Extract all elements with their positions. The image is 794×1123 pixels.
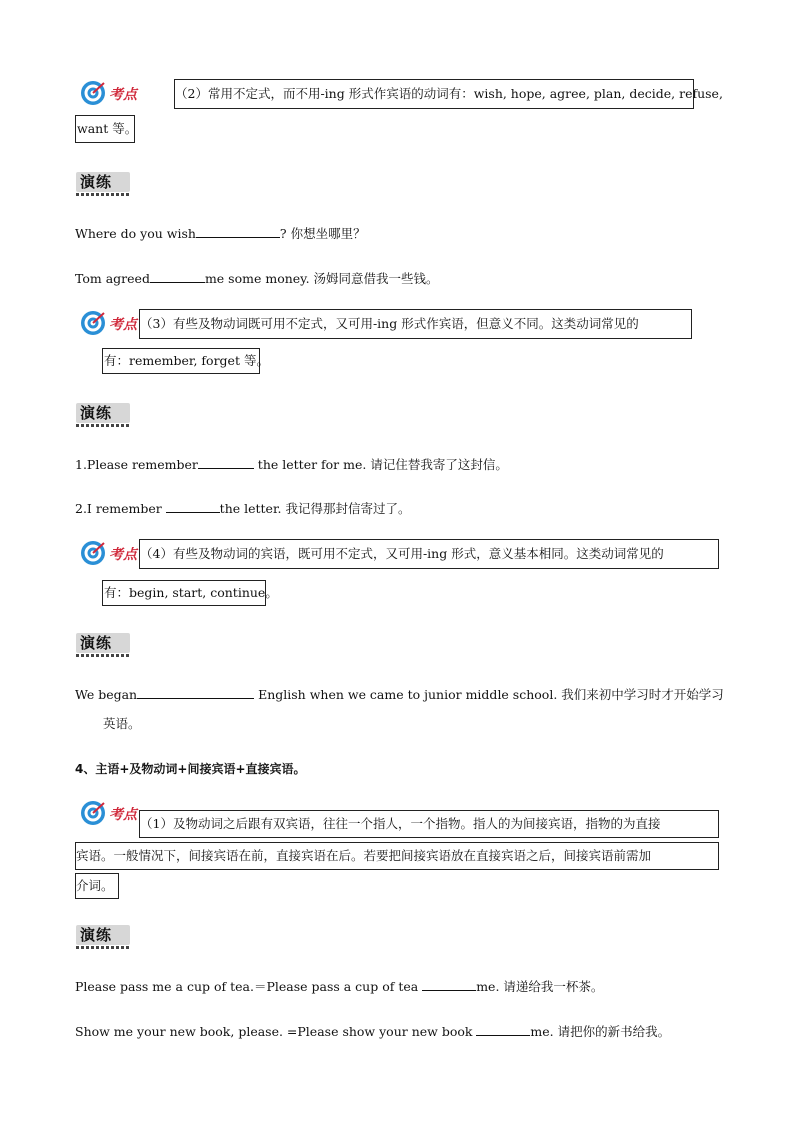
s2-example-1: Where do you wish ? 你想坐哪里？ [75,226,366,241]
s3-example-2: 2.I remember the letter. 我记得那封信寄过了。 [75,501,411,516]
lianxi-badge-2: 演练 [76,403,130,427]
kaodian-label: 考点 [109,87,137,103]
kaodian-badge-2: 考点 [80,310,140,338]
s4-example-1: We began English when we came to junior middle school. 我们来初中学习时才开始学习 [75,687,724,702]
answer-blank[interactable] [198,455,254,469]
s2-example-2: Tom agreed me some money. 汤姆同意借我一些钱。 [75,271,439,286]
s4-text-line2: 有：begin, start, continue。 [102,580,266,606]
lianxi-badge-3: 演练 [76,633,130,657]
answer-blank[interactable] [137,685,254,699]
lianxi-badge-1 [76,172,130,196]
s5-example-1: Please pass me a cup of tea.＝Please pass a cup of tea me. 请递给我一杯茶。 [75,979,604,994]
target-icon [80,540,106,566]
target-icon [80,80,106,106]
s2-text-line1: （2）常用不定式，而不用-ing 形式作宾语的动词有：wish, hope, agree, plan, decide, refuse, [174,79,694,109]
answer-blank[interactable] [150,269,205,283]
kaodian-badge-4: 考点 [80,800,140,828]
s2-text-line2: want 等。 [75,115,135,143]
s4-text-line1: （4）有些及物动词的宾语，既可用不定式，又可用-ing 形式，意义基本相同。这类动词常见的 [139,539,719,569]
s5-text-line2: 宾语。一般情况下，间接宾语在前，直接宾语在后。若要把间接宾语放在直接宾语之后，间接宾语前需加 [75,842,719,870]
section-heading-4: 4、主语+及物动词+间接宾语+直接宾语。 [75,762,306,776]
answer-blank[interactable] [476,1022,530,1036]
s3-text-line2: 有：remember, forget 等。 [102,348,260,374]
s5-text-line1: （1）及物动词之后跟有双宾语，往往一个指人，一个指物。指人的为间接宾语，指物的为直接 [139,810,719,838]
lianxi-label: 演练 [80,173,113,191]
answer-blank[interactable] [166,499,220,513]
target-icon [80,310,106,336]
answer-blank[interactable] [196,224,280,238]
s5-example-2: Show me your new book, please. =Please show your new book me. 请把你的新书给我。 [75,1024,671,1039]
s3-example-1: 1.Please remember the letter for me. 请记住替我寄了这封信。 [75,457,508,472]
s5-text-line3: 介词。 [75,873,119,899]
kaodian-badge-1 [80,80,140,108]
answer-blank[interactable] [422,977,476,991]
target-icon [80,800,106,826]
s4-example-1-cont: 英语。 [103,716,141,731]
kaodian-badge-3: 考点 [80,540,140,568]
s3-text-line1: （3）有些及物动词既可用不定式，又可用-ing 形式作宾语，但意义不同。这类动词常见的 [139,309,692,339]
lianxi-badge-4: 演练 [76,925,130,949]
